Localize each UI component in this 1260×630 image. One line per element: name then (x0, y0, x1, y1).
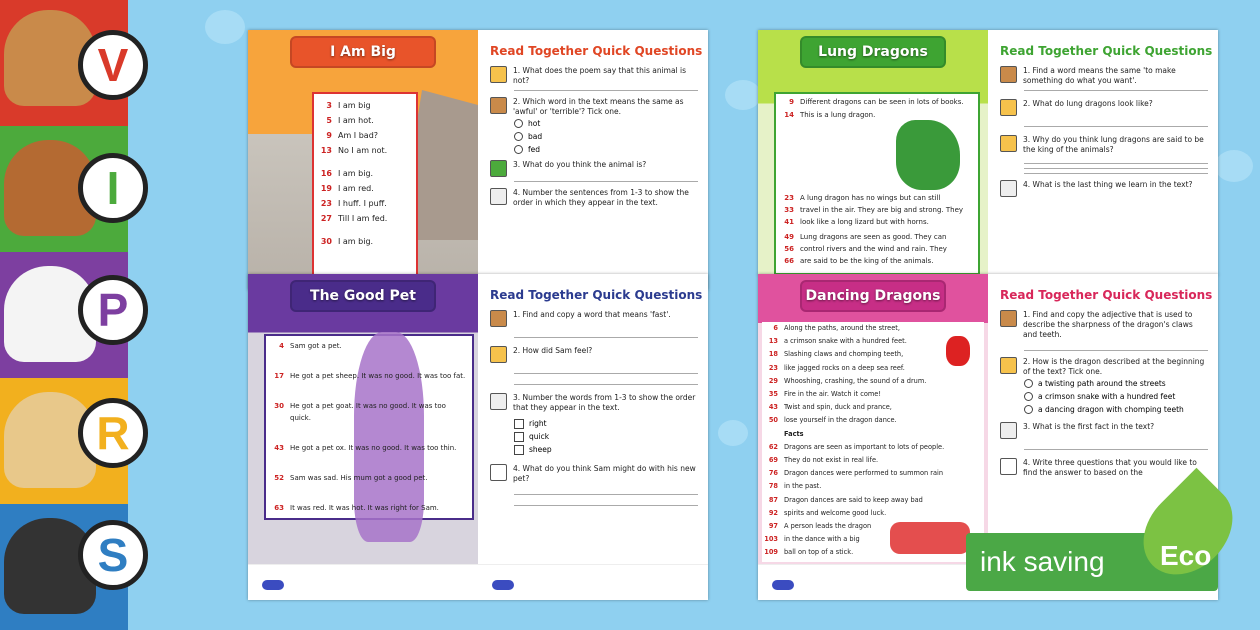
story-text-box (264, 334, 474, 520)
green-dragon-illustration (896, 120, 960, 190)
question-2: 2. Which word in the text means the same as 'awful' or 'terrible'? Tick one. (490, 97, 698, 117)
answer-line[interactable] (1024, 173, 1208, 174)
option[interactable]: right (514, 417, 698, 430)
paw-print (725, 80, 761, 110)
eco-label: Eco (1160, 540, 1212, 571)
dog-icon (1000, 135, 1017, 152)
paw-print (205, 10, 245, 44)
vipers-letter-v: V (78, 30, 148, 100)
question-3: 3. Number the words from 1-3 to show the order that they appear in the text. (490, 393, 698, 413)
illustration-panel (758, 274, 988, 600)
dog-icon (1000, 310, 1017, 327)
text-line: 49 Lung dragons are seen as good. They can (784, 233, 947, 241)
paw-print (718, 420, 748, 446)
text-line: 5 I am hot. (326, 116, 374, 125)
title-banner: The Good Pet (290, 280, 436, 312)
vipers-letter-s: S (78, 520, 148, 590)
questions-panel (478, 30, 708, 290)
dog-icon (1000, 458, 1017, 475)
option[interactable]: hot (514, 117, 698, 130)
text-line: 13 a crimson snake with a hundred feet. (768, 337, 907, 346)
answer-line[interactable] (514, 373, 698, 374)
illustration-panel (248, 30, 478, 290)
text-line: 16 I am big. (320, 169, 374, 178)
text-line: 27 Till I am fed. (320, 214, 388, 223)
dog-icon (490, 160, 507, 177)
dog-icon (490, 393, 507, 410)
twinkl-logo-icon (492, 580, 514, 590)
text-line: 69 They do not exist in real life. (768, 456, 879, 465)
question-2: 2. How did Sam feel? (490, 346, 698, 363)
option[interactable]: a dancing dragon with chomping teeth (1024, 403, 1208, 416)
title-banner: Dancing Dragons (800, 280, 946, 312)
story-text-box (312, 92, 418, 290)
paw-print (1215, 150, 1253, 182)
text-line: 23 A lung dragon has no wings but can still (784, 194, 941, 202)
option[interactable]: fed (514, 143, 698, 156)
dog-icon (490, 66, 507, 83)
dog-icon (490, 464, 507, 481)
question-1: 1. What does the poem say that this animal is not? (490, 66, 698, 86)
text-line: 62 Dragons are seen as important to lots of people. (768, 442, 945, 451)
worksheet-i-am-big (248, 30, 708, 290)
questions-heading: Read Together Quick Questions (1000, 44, 1213, 58)
answer-line[interactable] (514, 181, 698, 182)
question-1: 1. Find and copy the adjective that is used to describe the sharpness of the dragon's claws and teeth. (1000, 310, 1208, 340)
text-line: 43 Twist and spin, duck and prance, (768, 403, 892, 412)
story-text-box (762, 322, 984, 562)
question-1: 1. Find a word means the same 'to make something do what you want'. (1000, 66, 1208, 86)
text-line: 30 He got a pet goat. It was no good. It was too quick. (274, 402, 446, 422)
dog-icon (1000, 180, 1017, 197)
text-line: 33 travel in the air. They are big and strong. They (784, 206, 964, 214)
question-3: 3. Why do you think lung dragons are said to be the king of the animals? (1000, 135, 1208, 155)
dog-icon (1000, 99, 1017, 116)
answer-line[interactable] (514, 494, 698, 495)
option[interactable]: a crimson snake with a hundred feet (1024, 390, 1208, 403)
illustration-panel (248, 274, 478, 600)
text-line: 6 Along the paths, around the street, (773, 324, 900, 332)
answer-line[interactable] (1024, 168, 1208, 169)
option[interactable]: sheep (514, 443, 698, 456)
text-line: 78 in the past. (768, 482, 822, 491)
question-4: 4. Number the sentences from 1-3 to show the order in which they appear in the text. (490, 188, 698, 208)
text-line: 50 lose yourself in the dragon dance. (768, 416, 897, 425)
twinkl-logo-icon (262, 580, 284, 590)
answer-line[interactable] (1024, 350, 1208, 351)
question-3: 3. What do you think the animal is? (490, 160, 698, 177)
text-line: 23 I huff. I puff. (320, 199, 387, 208)
text-line: 9 Different dragons can be seen in lots of books. (789, 98, 964, 106)
text-line: 29 Whooshing, crashing, the sound of a drum. (768, 376, 927, 385)
vipers-letter-r: R (78, 398, 148, 468)
text-line: 56 control rivers and the wind and rain. They (784, 245, 947, 253)
question-4: 4. Write three questions that you would like to find the answer to based on the (1000, 458, 1208, 478)
text-line: 92 spirits and welcome good luck. (768, 508, 887, 517)
story-text-box (774, 92, 980, 275)
text-line: 9 Am I bad? (326, 131, 379, 140)
answer-line[interactable] (514, 90, 698, 91)
text-line: 76 Dragon dances were performed to summon rain (768, 469, 944, 478)
questions-heading: Read Together Quick Questions (490, 288, 703, 302)
text-line: 19 I am red. (320, 184, 374, 193)
vipers-letter-i: I (78, 153, 148, 223)
dog-icon (490, 346, 507, 363)
illustration-panel (758, 30, 988, 275)
option[interactable]: a twisting path around the streets (1024, 377, 1208, 390)
title-banner: I Am Big (290, 36, 436, 68)
questions-heading: Read Together Quick Questions (1000, 288, 1213, 302)
worksheet-lung-dragons (758, 30, 1218, 275)
dog-icon (1000, 66, 1017, 83)
questions-heading: Read Together Quick Questions (490, 44, 703, 58)
answer-line[interactable] (1024, 126, 1208, 127)
text-line: 18 Slashing claws and chomping teeth, (768, 350, 904, 359)
question-4: 4. What is the last thing we learn in the text? (1000, 180, 1208, 197)
text-line: 14 This is a lung dragon. (784, 111, 876, 119)
dog-icon (490, 97, 507, 114)
question-1: 1. Find and copy a word that means 'fast'. (490, 310, 698, 327)
dog-icon (490, 188, 507, 205)
answer-line[interactable] (1024, 449, 1208, 450)
dog-icon (1000, 422, 1017, 439)
question-4: 4. What do you think Sam might do with his new pet? (490, 464, 698, 484)
question-2: 2. What do lung dragons look like? (1000, 99, 1208, 116)
text-line: 3 I am big (326, 101, 371, 110)
dog-icon (490, 310, 507, 327)
text-line: 97 A person leads the dragon (768, 522, 872, 531)
answer-line[interactable] (1024, 90, 1208, 91)
ink-saving-label: ink saving (980, 546, 1105, 577)
questions-panel (988, 30, 1218, 275)
answer-line[interactable] (514, 384, 698, 385)
text-line: 63 It was red. It was hot. It was right for Sam. (274, 504, 439, 512)
vipers-letter-p: P (78, 275, 148, 345)
text-line: 66 are said to be the king of the animals. (784, 257, 934, 265)
question-2: 2. How is the dragon described at the beginning of the text? Tick one. (1000, 357, 1208, 377)
text-line: 87 Dragon dances are said to keep away bad (768, 495, 923, 504)
question-3: 3. What is the first fact in the text? (1000, 422, 1208, 439)
twinkl-logo-icon (772, 580, 794, 590)
answer-line[interactable] (514, 337, 698, 338)
worksheet-the-good-pet (248, 274, 708, 600)
text-line: 52 Sam was sad. His mum got a good pet. (274, 474, 428, 482)
dog-icon (1000, 357, 1017, 374)
title-banner: Lung Dragons (800, 36, 946, 68)
text-line: 30 I am big. (320, 237, 374, 246)
questions-panel (478, 274, 708, 600)
sheet-footer (248, 564, 708, 600)
text-line: 13 No I am not. (320, 146, 388, 155)
option[interactable]: bad (514, 130, 698, 143)
answer-line[interactable] (1024, 163, 1208, 164)
text-line: 41 look like a long lizard but with horns. (784, 218, 929, 226)
text-line: 17 He got a pet sheep. It was no good. It was too fat. (274, 372, 466, 380)
text-line: 43 He got a pet ox. It was no good. It was too thin. (274, 444, 457, 452)
option[interactable]: quick (514, 430, 698, 443)
text-line: 4 Sam got a pet. (279, 342, 342, 350)
text-line: 103 in the dance with a big (764, 535, 860, 544)
answer-line[interactable] (514, 505, 698, 506)
text-line: 23 like jagged rocks on a deep sea reef. (768, 363, 905, 372)
text-line: 109 ball on top of a stick. (764, 548, 854, 557)
text-line: Facts (784, 429, 804, 438)
text-line: 35 Fire in the air. Watch it come! (768, 390, 881, 399)
